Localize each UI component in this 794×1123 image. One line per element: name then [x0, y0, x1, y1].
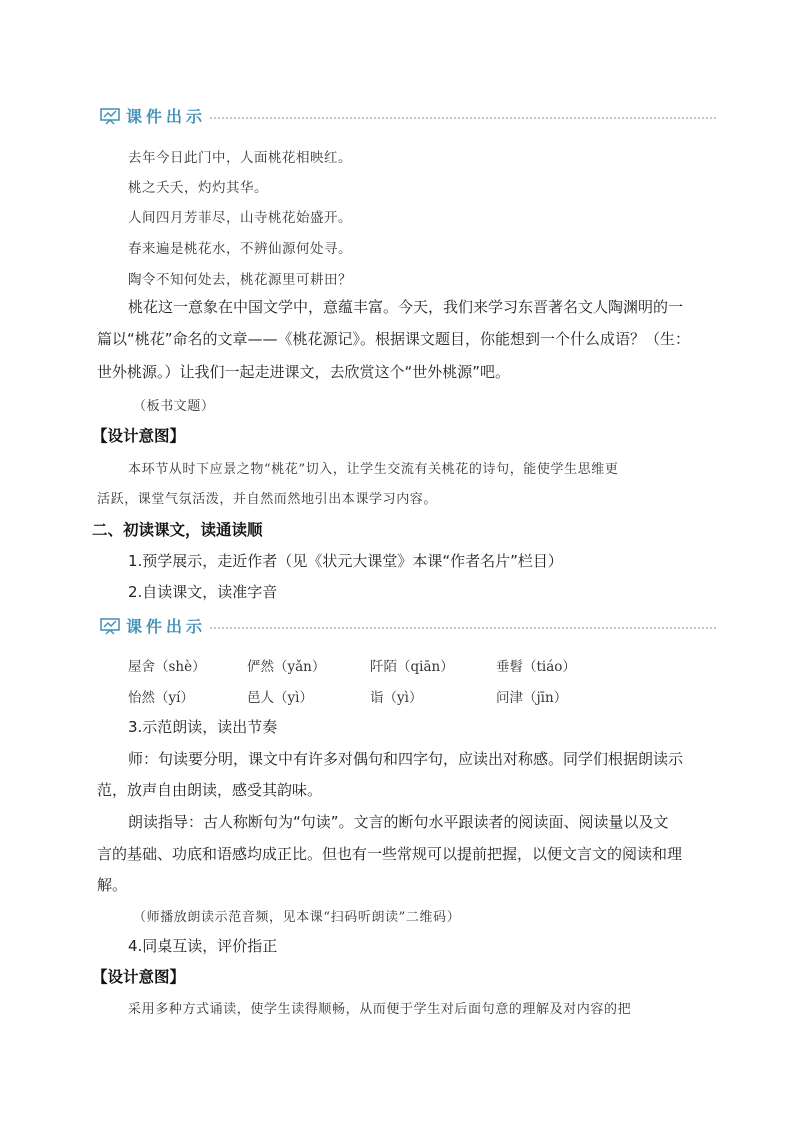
pinyin-item: 阡陌（qiān）: [370, 659, 454, 675]
dotted-divider: [210, 627, 716, 629]
pinyin-item: 俨然（yǎn）: [247, 659, 326, 675]
dotted-divider: [210, 117, 716, 119]
intro-line: 世外桃源。）让我们一起走进课文，去欣赏这个“世外桃源”吧。: [97, 363, 511, 381]
courseware-header-2: [100, 615, 716, 639]
pinyin-item: 邑人（yì）: [247, 690, 313, 706]
presentation-board-icon: [100, 108, 120, 125]
intro-line: 桃花这一意象在中国文学中，意蕴丰富。今天，我们来学习东晋著名文人陶渊明的一: [128, 298, 684, 316]
design-intent-line: 活跃，课堂气氛活泼，并自然而然地引出本课学习内容。: [97, 492, 438, 507]
teacher-line: 师：句读要分明，课文中有许多对偶句和四字句，应读出对称感。同学们根据朗读示: [128, 750, 684, 768]
design-intent-line: 本环节从时下应景之物“桃花”切入，让学生交流有关桃花的诗句，能使学生思维更: [128, 462, 619, 477]
poem-line: 人间四月芳菲尽，山寺桃花始盛开。: [128, 210, 352, 226]
step-line: 1.预学展示，走近作者（见《状元大课堂》本课“作者名片”栏目）: [128, 552, 563, 570]
courseware-label: 课件出示: [126, 617, 207, 636]
guide-line: 言的基础、功底和语感均成正比。但也有一些常规可以提前把握，以便文言文的阅读和理: [97, 845, 683, 863]
pinyin-item: 诣（yì）: [370, 690, 423, 706]
step-line: 4.同桌互读，评价指正: [128, 937, 278, 955]
step-line: 3.示范朗读，读出节奏: [128, 718, 278, 736]
presentation-board-icon: [100, 618, 120, 635]
board-note: （板书文题）: [133, 399, 215, 414]
step-line: 2.自读课文，读准字音: [128, 583, 278, 601]
audio-note: （师播放朗读示范音频，见本课“扫码听朗读”二维码）: [133, 910, 461, 925]
poem-line: 春来遍是桃花水，不辨仙源何处寻。: [128, 241, 352, 257]
intro-line: 篇以“桃花”命名的文章——《桃花源记》。根据课文题目，你能想到一个什么成语？（生：: [97, 330, 691, 348]
guide-line: 解。: [97, 876, 128, 894]
poem-line: 去年今日此门中，人面桃花相映红。: [128, 150, 352, 166]
pinyin-item: 垂髫（tiáo）: [496, 659, 576, 675]
pinyin-item: 屋舍（shè）: [128, 659, 206, 675]
design-intent-line: 采用多种方式诵读，使学生读得顺畅，从而便于学生对后面句意的理解及对内容的把: [128, 1002, 632, 1017]
courseware-label: 课件出示: [126, 107, 207, 126]
poem-line: 陶令不知何处去，桃花源里可耕田？: [128, 272, 352, 288]
design-intent-title: 【设计意图】: [92, 968, 186, 986]
pinyin-item: 怡然（yí）: [128, 690, 194, 706]
courseware-header-1: [100, 105, 716, 129]
design-intent-title: 【设计意图】: [92, 427, 186, 445]
section-heading: 二、初读课文，读通读顺: [92, 521, 263, 539]
pinyin-item: 问津（jīn）: [496, 690, 568, 706]
guide-line: 朗读指导：古人称断句为“句读”。文言的断句水平跟读者的阅读面、阅读量以及文: [128, 813, 669, 831]
teacher-line: 范，放声自由朗读，感受其韵味。: [97, 781, 323, 799]
poem-line: 桃之夭夭，灼灼其华。: [128, 180, 268, 196]
